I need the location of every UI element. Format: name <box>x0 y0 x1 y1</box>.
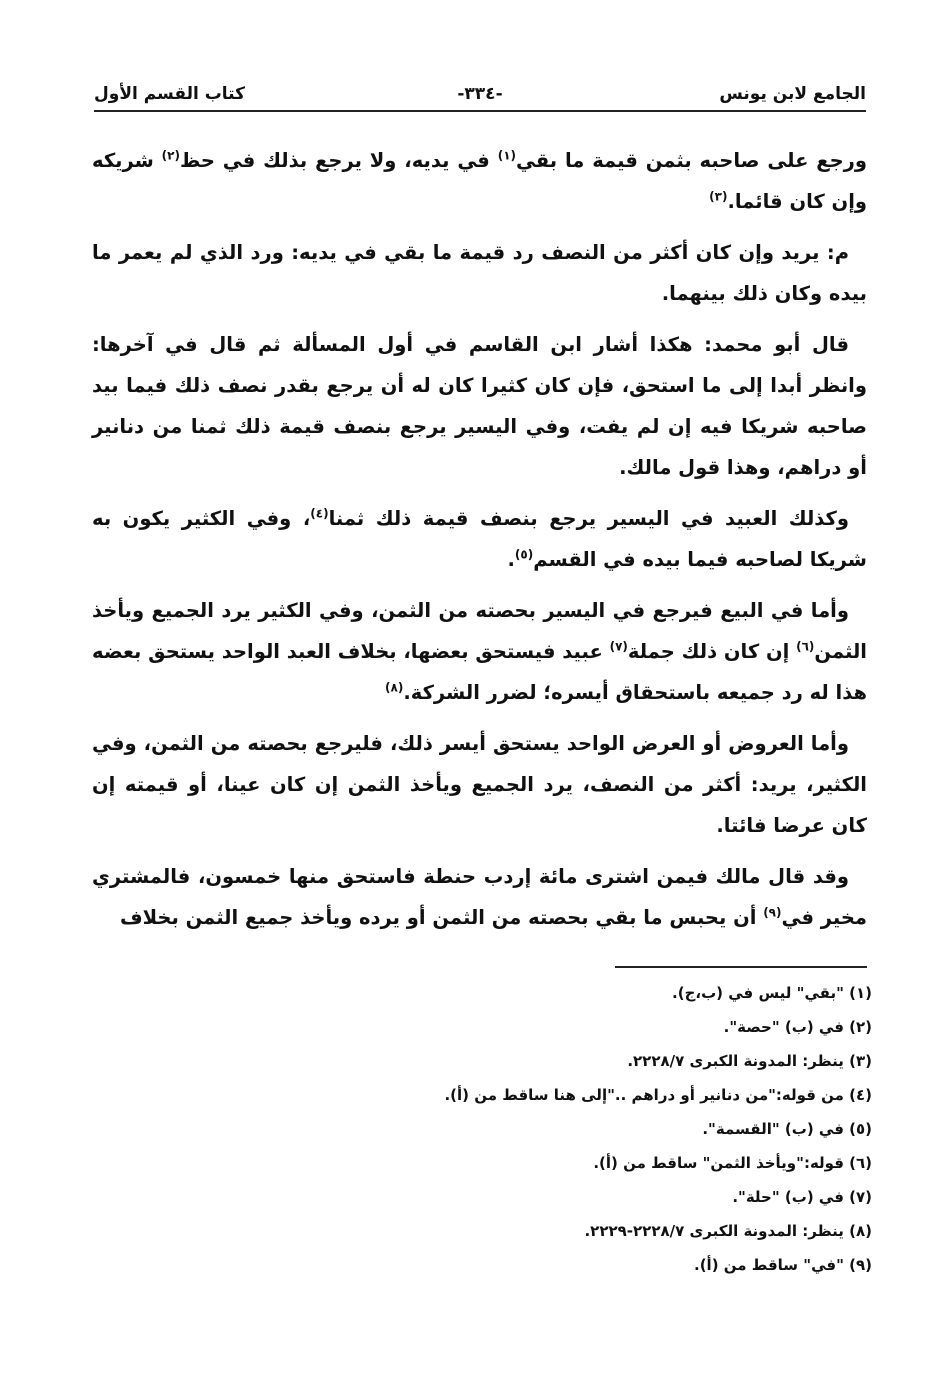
header-rule <box>94 110 866 112</box>
paragraph <box>92 498 867 580</box>
section-title: كتاب القسم الأول <box>94 84 246 104</box>
paragraph <box>92 723 867 846</box>
footnote-5: (٥) في (ب) "القسمة". <box>702 1120 872 1138</box>
footnote-marker: (٢) <box>161 148 180 163</box>
footnote-6: (٦) قوله:"ويأخذ الثمن" ساقط من (أ). <box>593 1154 872 1172</box>
main-text <box>92 140 867 948</box>
paragraph-text: . <box>507 548 515 571</box>
footnote-marker: (١) <box>497 148 516 163</box>
footnote-1: (١) "بقي" ليس في (ب،ج). <box>672 984 872 1002</box>
footnote-8: (٨) ينظر: المدونة الكبرى ٢٢٢٨/٧-٢٢٢٩. <box>584 1222 872 1240</box>
paragraph-text: وقد قال مالك فيمن اشترى مائة إردب حنطة فاستحق منها خمسون، فالمشتري مخير في <box>92 865 867 929</box>
paragraph <box>92 856 867 938</box>
footnotes <box>300 978 872 1284</box>
paragraph <box>92 232 867 314</box>
footnote-marker: (٦) <box>796 639 815 654</box>
book-title: الجامع لابن يونس <box>719 84 866 104</box>
paragraph-text: عبيد فيستحق بعضها، بخلاف العبد الواحد يستحق بعضه هذا له رد جميعه باستحقاق أيسره؛ لضرر الشركة. <box>92 640 867 704</box>
footnote-marker: (٣) <box>709 189 728 204</box>
paragraph <box>92 140 867 222</box>
footnote-7: (٧) في (ب) "حلة". <box>732 1188 872 1206</box>
footnote-separator <box>615 966 867 968</box>
footnote-3: (٣) ينظر: المدونة الكبرى ٢٢٢٨/٧. <box>627 1052 872 1070</box>
page-number: -٣٣٤- <box>457 84 503 104</box>
footnote-marker: (٤) <box>310 506 329 521</box>
paragraph-text: ، وفي الكثير يكون به شريكا لصاحبه فيما بيده في القسم <box>92 507 867 571</box>
footnote-marker: (٩) <box>763 905 782 920</box>
footnote-marker: (٧) <box>609 639 628 654</box>
paragraph-text: م: يريد وإن كان أكثر من النصف رد قيمة ما بقي في يديه: ورد الذي لم يعمر ما بيده وكان ذلك بينهما. <box>92 241 867 305</box>
paragraph-text: ورجع على صاحبه بثمن قيمة ما بقي <box>516 149 867 172</box>
paragraph-text: قال أبو محمد: هكذا أشار ابن القاسم في أول المسألة ثم قال في آخرها: وانظر أبدا إلى ما استحق، فإن كان كثيرا كان له أن يرجع بقدر نصف ذلك فيما بيد صاحبه شريكا فيه إن لم يفت، وفي اليسير يرجع بنصف قيمة ذلك ثمنا من دنانير أو دراهم، وهذا قول مالك. <box>92 333 867 479</box>
paragraph-text: إن كان ذلك جملة <box>627 640 797 663</box>
paragraph-text: وكذلك العبيد في اليسير يرجع بنصف قيمة ذلك ثمنا <box>328 507 849 530</box>
paragraph-text: أن يحبس ما بقي بحصته من الثمن أو يرده ويأخذ جميع الثمن بخلاف <box>119 906 764 929</box>
footnote-marker: (٥) <box>514 547 534 562</box>
paragraph-text: في يديه، ولا يرجع بذلك في حظ <box>179 149 498 172</box>
footnote-2: (٢) في (ب) "حصة". <box>723 1018 872 1036</box>
footnote-9: (٩) "في" ساقط من (أ). <box>694 1256 872 1274</box>
running-header <box>94 82 866 112</box>
paragraph <box>92 324 867 488</box>
footnote-4: (٤) من قوله:"من دنانير أو دراهم .."إلى هنا ساقط من (أ). <box>444 1086 872 1104</box>
footnote-marker: (٨) <box>385 680 404 695</box>
paragraph-text: وأما في البيع فيرجع في اليسير بحصته من الثمن، وفي الكثير يرد الجميع ويأخذ الثمن <box>92 599 867 663</box>
paragraph <box>92 590 867 713</box>
paragraph-text: شريكه وإن كان قائما. <box>92 149 867 213</box>
paragraph-text: وأما العروض أو العرض الواحد يستحق أيسر ذلك، فليرجع بحصته من الثمن، وفي الكثير، يريد: أكثر من النصف، يرد الجميع ويأخذ الثمن إن كان عينا، أو قيمته إن كان عرضا فائتا. <box>92 732 867 837</box>
